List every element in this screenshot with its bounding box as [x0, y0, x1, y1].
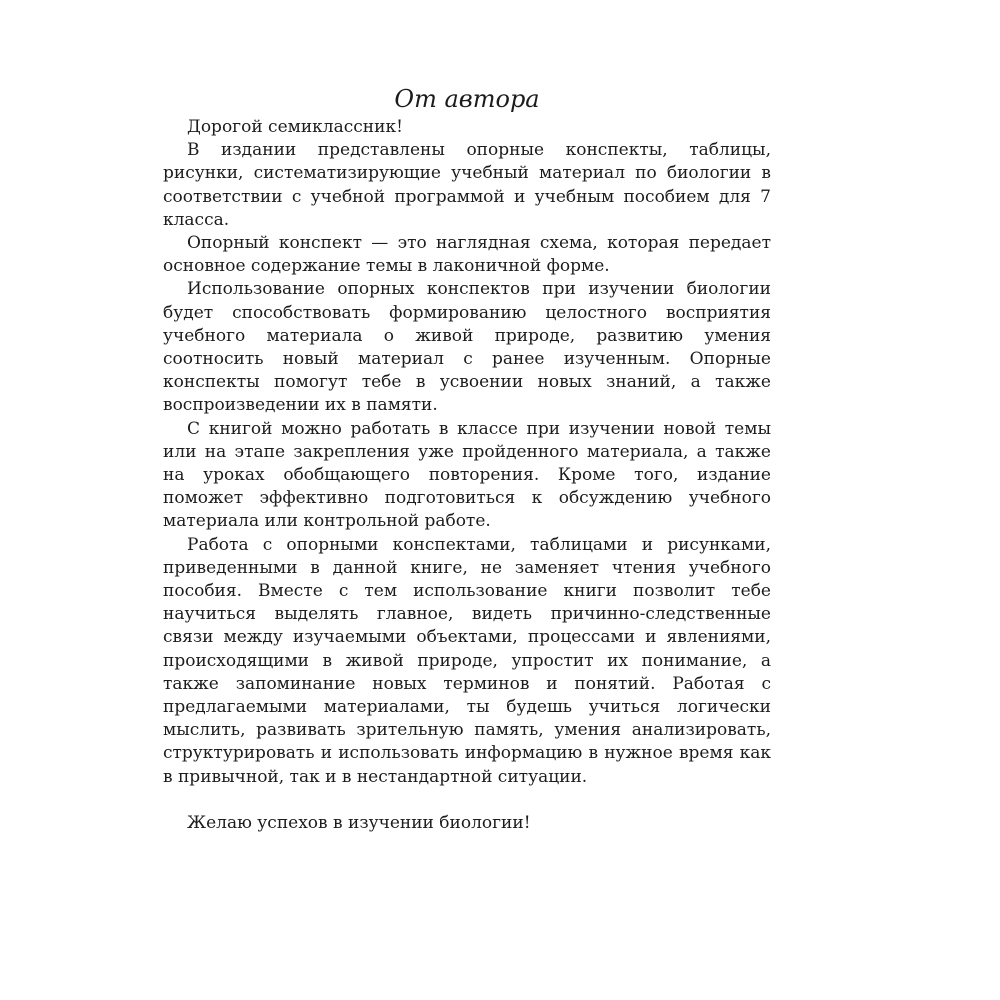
greeting: Дорогой семиклассник! — [187, 117, 403, 137]
paragraph: В издании представлены опорные конспекты, таблицы, рисунки, систематизирующие учебный материал по биологии в соответствии с учебной программой и учебным пособием для 7 класса. — [163, 140, 771, 230]
closing-line: Желаю успехов в изучении биологии! — [187, 812, 531, 833]
paragraph: Использование опорных конспектов при изучении биологии будет способствовать формированию целостного восприятия учебного материала о живой природе, развитию умения соотносить новый материал с ранее изученным. Опорные конспекты помогут тебе в усвоении новых знаний, а также воспроизведении их в памяти. — [163, 279, 771, 416]
page-title: От автора — [394, 85, 540, 113]
paragraph: Опорный конспект — это наглядная схема, которая передает основное содержание темы в лаконичной форме. — [163, 233, 771, 277]
document-body — [163, 84, 771, 835]
paragraph: Работа с опорными конспектами, таблицами и рисунками, приведенными в данной книге, не заменяет чтения учебного пособия. Вместе с тем использование книги позволит тебе научиться выделять главное, видеть причинно-следственные связи между изучаемыми объектами, процессами и явлениями, происходящими в живой природе, упростит их понимание, а также запоминание новых терминов и понятий. Работая с предлагаемыми материалами, ты будешь учиться логически мыслить, развивать зрительную память, умения анализировать, структурировать и использовать информацию в нужное время как в привычной, так и в нестандартной ситуации. — [163, 534, 771, 787]
paragraph: С книгой можно работать в классе при изучении новой темы или на этапе закрепления уже пройденного материала, а также на уроках обобщающего повторения. Кроме того, издание поможет эффективно подготовиться к обсуждению учебного материала или контрольной работе. — [163, 418, 771, 532]
